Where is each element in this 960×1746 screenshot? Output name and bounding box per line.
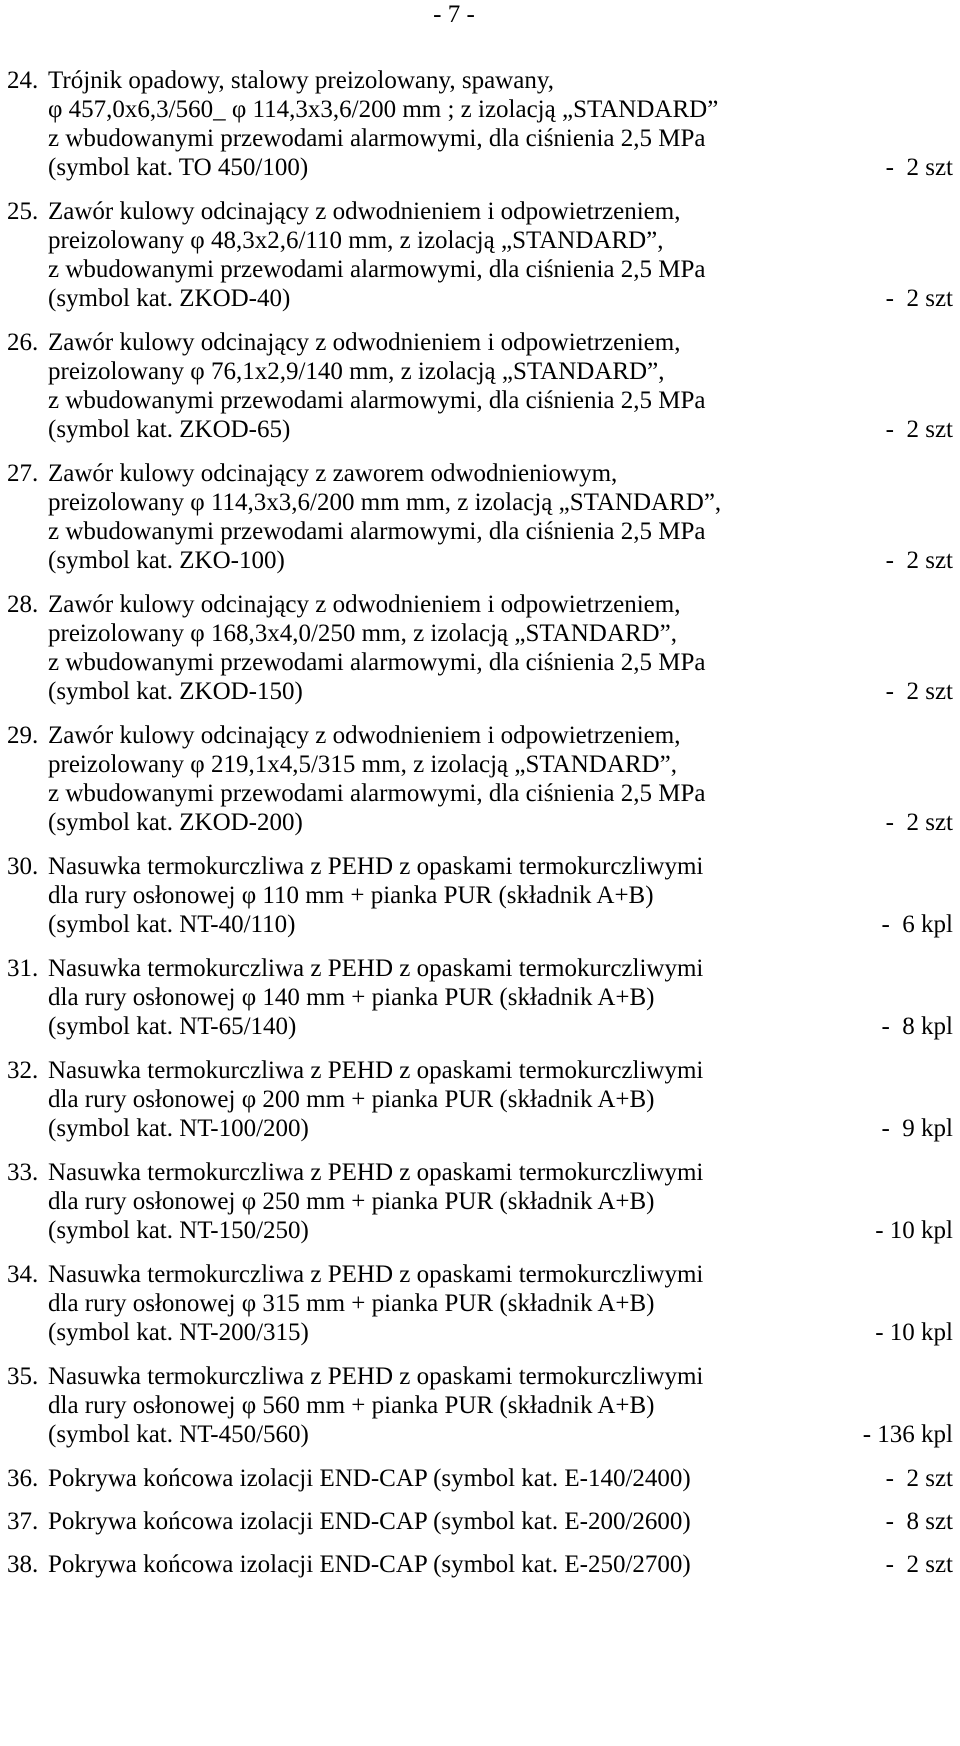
item-list bbox=[7, 66, 953, 1593]
list-item bbox=[7, 1550, 953, 1579]
item-catalog-symbol: (symbol kat. NT-65/140) bbox=[48, 1013, 297, 1040]
item-catalog-row bbox=[48, 677, 953, 706]
item-number: 33. bbox=[7, 1159, 39, 1186]
item-quantity: - 2 szt bbox=[885, 547, 953, 574]
item-quantity: - 10 kpl bbox=[875, 1319, 953, 1346]
item-catalog-symbol: (symbol kat. ZKO-100) bbox=[48, 547, 285, 574]
item-description-line: dla rury osłonowej φ 110 mm + pianka PUR (składnik A+B) bbox=[48, 882, 654, 909]
item-description-line: φ 457,0x6,3/560_ φ 114,3x3,6/200 mm ; z izolacją „STANDARD” bbox=[48, 96, 719, 123]
list-item bbox=[7, 590, 953, 706]
item-description-line: Nasuwka termokurczliwa z PEHD z opaskami termokurczliwymi bbox=[48, 853, 704, 880]
item-number: 32. bbox=[7, 1057, 39, 1084]
list-item bbox=[7, 721, 953, 837]
item-number: 29. bbox=[7, 722, 39, 749]
list-item bbox=[7, 328, 953, 444]
item-description bbox=[48, 1362, 953, 1449]
item-description-line: dla rury osłonowej φ 140 mm + pianka PUR (składnik A+B) bbox=[48, 984, 655, 1011]
item-catalog-symbol: (symbol kat. TO 450/100) bbox=[48, 154, 309, 181]
item-catalog-row bbox=[48, 910, 953, 939]
item-catalog-row bbox=[48, 1464, 953, 1493]
item-number: 26. bbox=[7, 329, 39, 356]
item-description bbox=[48, 1056, 953, 1143]
item-catalog-row bbox=[48, 1318, 953, 1347]
list-item bbox=[7, 1158, 953, 1245]
list-item bbox=[7, 1260, 953, 1347]
list-item bbox=[7, 1362, 953, 1449]
item-quantity: - 10 kpl bbox=[875, 1217, 953, 1244]
item-description-line: preizolowany φ 76,1x2,9/140 mm, z izolacją „STANDARD”, bbox=[48, 358, 665, 385]
item-description-line: dla rury osłonowej φ 200 mm + pianka PUR (składnik A+B) bbox=[48, 1086, 655, 1113]
item-number: 27. bbox=[7, 460, 39, 487]
item-description-line: z wbudowanymi przewodami alarmowymi, dla ciśnienia 2,5 MPa bbox=[48, 256, 706, 283]
item-description-line: Nasuwka termokurczliwa z PEHD z opaskami termokurczliwymi bbox=[48, 1363, 704, 1390]
list-item bbox=[7, 1056, 953, 1143]
item-description-line: dla rury osłonowej φ 315 mm + pianka PUR (składnik A+B) bbox=[48, 1290, 655, 1317]
item-quantity: - 8 kpl bbox=[881, 1013, 953, 1040]
item-quantity: - 2 szt bbox=[885, 678, 953, 705]
item-description-line: Trójnik opadowy, stalowy preizolowany, spawany, bbox=[48, 67, 554, 94]
item-description-line: preizolowany φ 219,1x4,5/315 mm, z izolacją „STANDARD”, bbox=[48, 751, 677, 778]
item-description-line: Nasuwka termokurczliwa z PEHD z opaskami termokurczliwymi bbox=[48, 955, 704, 982]
item-description-line: z wbudowanymi przewodami alarmowymi, dla ciśnienia 2,5 MPa bbox=[48, 649, 706, 676]
item-description bbox=[48, 1507, 953, 1536]
item-description bbox=[48, 954, 953, 1041]
item-description-line: preizolowany φ 114,3x3,6/200 mm mm, z izolacją „STANDARD”, bbox=[48, 489, 722, 516]
item-description-line: dla rury osłonowej φ 560 mm + pianka PUR (składnik A+B) bbox=[48, 1392, 655, 1419]
item-catalog-symbol: (symbol kat. ZKOD-40) bbox=[48, 285, 291, 312]
item-catalog-row bbox=[48, 1507, 953, 1536]
item-description-line: Zawór kulowy odcinający z zaworem odwodnieniowym, bbox=[48, 460, 618, 487]
item-description bbox=[48, 1550, 953, 1579]
item-number: 28. bbox=[7, 591, 39, 618]
item-description-line: preizolowany φ 48,3x2,6/110 mm, z izolacją „STANDARD”, bbox=[48, 227, 664, 254]
item-catalog-row bbox=[48, 1012, 953, 1041]
item-description-line: Nasuwka termokurczliwa z PEHD z opaskami termokurczliwymi bbox=[48, 1057, 704, 1084]
item-catalog-symbol: Pokrywa końcowa izolacji END-CAP (symbol kat. E-250/2700) bbox=[48, 1551, 691, 1578]
list-item bbox=[7, 1507, 953, 1536]
item-quantity: - 2 szt bbox=[885, 1551, 953, 1578]
item-catalog-symbol: (symbol kat. ZKOD-65) bbox=[48, 416, 291, 443]
item-description bbox=[48, 66, 953, 182]
item-description-line: z wbudowanymi przewodami alarmowymi, dla ciśnienia 2,5 MPa bbox=[48, 125, 706, 152]
item-catalog-symbol: (symbol kat. ZKOD-200) bbox=[48, 809, 303, 836]
item-quantity: - 2 szt bbox=[885, 416, 953, 443]
item-description-line: z wbudowanymi przewodami alarmowymi, dla ciśnienia 2,5 MPa bbox=[48, 780, 706, 807]
item-catalog-row bbox=[48, 1114, 953, 1143]
item-quantity: - 9 kpl bbox=[881, 1115, 953, 1142]
item-catalog-row bbox=[48, 1420, 953, 1449]
item-quantity: - 2 szt bbox=[885, 285, 953, 312]
item-catalog-row bbox=[48, 808, 953, 837]
item-number: 34. bbox=[7, 1261, 39, 1288]
item-catalog-symbol: Pokrywa końcowa izolacji END-CAP (symbol kat. E-140/2400) bbox=[48, 1465, 691, 1492]
item-catalog-symbol: Pokrywa końcowa izolacji END-CAP (symbol kat. E-200/2600) bbox=[48, 1508, 691, 1535]
item-number: 25. bbox=[7, 198, 39, 225]
item-catalog-row bbox=[48, 284, 953, 313]
list-item bbox=[7, 459, 953, 575]
item-description bbox=[48, 721, 953, 837]
item-description-line: z wbudowanymi przewodami alarmowymi, dla ciśnienia 2,5 MPa bbox=[48, 387, 706, 414]
item-quantity: - 6 kpl bbox=[881, 911, 953, 938]
list-item bbox=[7, 852, 953, 939]
item-description bbox=[48, 459, 953, 575]
item-description-line: Nasuwka termokurczliwa z PEHD z opaskami termokurczliwymi bbox=[48, 1261, 704, 1288]
item-description-line: preizolowany φ 168,3x4,0/250 mm, z izolacją „STANDARD”, bbox=[48, 620, 677, 647]
item-number: 35. bbox=[7, 1363, 39, 1390]
item-description bbox=[48, 1260, 953, 1347]
item-description-line: dla rury osłonowej φ 250 mm + pianka PUR (składnik A+B) bbox=[48, 1188, 655, 1215]
page-number: - 7 - bbox=[433, 1, 475, 28]
item-description bbox=[48, 197, 953, 313]
item-catalog-row bbox=[48, 415, 953, 444]
list-item bbox=[7, 1464, 953, 1493]
item-number: 37. bbox=[7, 1508, 39, 1535]
item-description bbox=[48, 328, 953, 444]
item-description-line: Zawór kulowy odcinający z odwodnieniem i odpowietrzeniem, bbox=[48, 591, 681, 618]
list-item bbox=[7, 66, 953, 182]
item-description bbox=[48, 1158, 953, 1245]
item-catalog-symbol: (symbol kat. NT-100/200) bbox=[48, 1115, 309, 1142]
item-description-line: Zawór kulowy odcinający z odwodnieniem i odpowietrzeniem, bbox=[48, 198, 681, 225]
item-description bbox=[48, 852, 953, 939]
item-catalog-symbol: (symbol kat. NT-40/110) bbox=[48, 911, 296, 938]
item-catalog-row bbox=[48, 153, 953, 182]
item-catalog-symbol: (symbol kat. ZKOD-150) bbox=[48, 678, 303, 705]
item-quantity: - 2 szt bbox=[885, 154, 953, 181]
item-number: 24. bbox=[7, 67, 39, 94]
item-catalog-symbol: (symbol kat. NT-150/250) bbox=[48, 1217, 309, 1244]
item-catalog-symbol: (symbol kat. NT-200/315) bbox=[48, 1319, 309, 1346]
item-description-line: Nasuwka termokurczliwa z PEHD z opaskami termokurczliwymi bbox=[48, 1159, 704, 1186]
item-catalog-row bbox=[48, 546, 953, 575]
item-number: 31. bbox=[7, 955, 39, 982]
list-item bbox=[7, 954, 953, 1041]
item-number: 38. bbox=[7, 1551, 39, 1578]
list-item bbox=[7, 197, 953, 313]
item-number: 30. bbox=[7, 853, 39, 880]
item-quantity: - 2 szt bbox=[885, 809, 953, 836]
item-description bbox=[48, 1464, 953, 1493]
item-description-line: Zawór kulowy odcinający z odwodnieniem i odpowietrzeniem, bbox=[48, 329, 681, 356]
item-catalog-symbol: (symbol kat. NT-450/560) bbox=[48, 1421, 309, 1448]
item-quantity: - 136 kpl bbox=[862, 1421, 953, 1448]
item-catalog-row bbox=[48, 1216, 953, 1245]
item-quantity: - 2 szt bbox=[885, 1465, 953, 1492]
item-number: 36. bbox=[7, 1465, 39, 1492]
item-quantity: - 8 szt bbox=[885, 1508, 953, 1535]
item-description bbox=[48, 590, 953, 706]
item-catalog-row bbox=[48, 1550, 953, 1579]
item-description-line: Zawór kulowy odcinający z odwodnieniem i odpowietrzeniem, bbox=[48, 722, 681, 749]
item-description-line: z wbudowanymi przewodami alarmowymi, dla ciśnienia 2,5 MPa bbox=[48, 518, 706, 545]
